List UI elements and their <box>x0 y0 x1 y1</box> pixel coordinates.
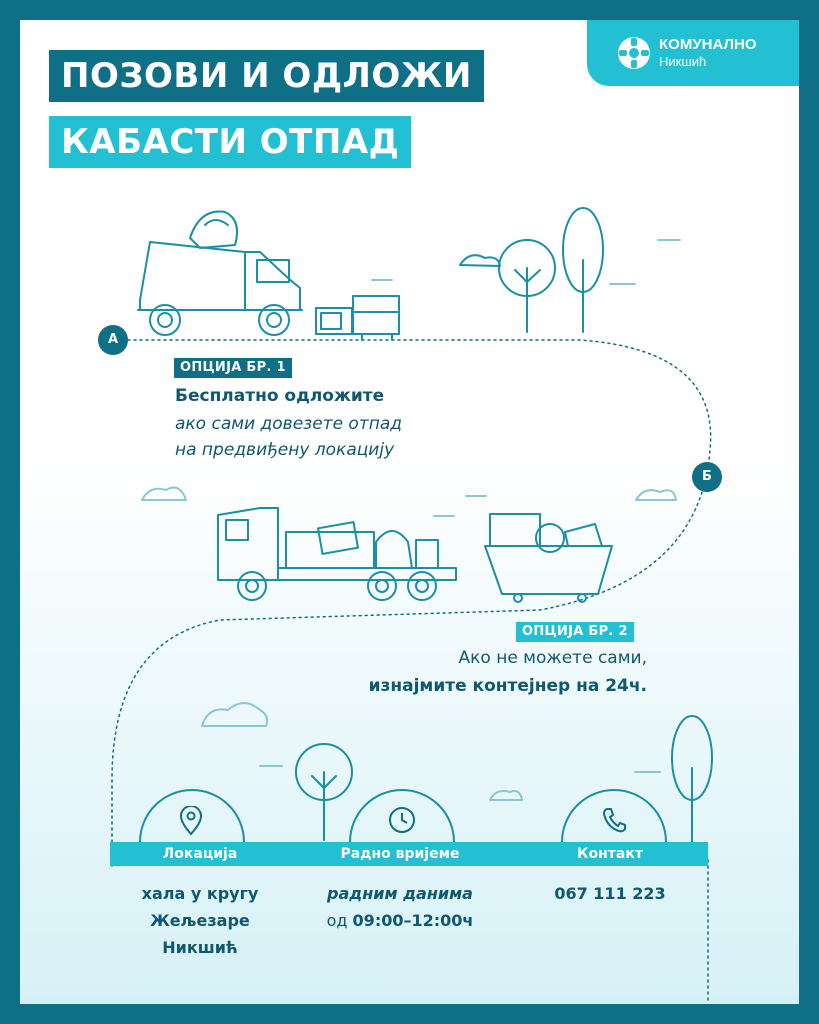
clock-icon <box>388 806 416 834</box>
phone-icon <box>601 806 627 834</box>
contact-label: Контакт <box>577 846 643 862</box>
option1-line3: на предвиђену локацију <box>175 440 395 460</box>
trees-top-illustration <box>460 208 603 332</box>
location-label: Локација <box>162 846 238 862</box>
container-illustration <box>485 514 612 602</box>
hours-time: 09:00–12:00ч <box>352 911 474 930</box>
logo-name: КОМУНАЛНО <box>659 36 757 53</box>
route-marker-b: Б <box>692 462 722 492</box>
trees-bottom-illustration <box>296 716 712 842</box>
location-line1: хала у кругу <box>141 884 259 903</box>
option1-line1: Бесплатно одложите <box>175 386 385 406</box>
location-line2: Жељезаре <box>150 911 250 930</box>
logo-city: Никшић <box>659 54 707 69</box>
logo-icon <box>617 36 651 70</box>
microwave-cabinet-illustration <box>316 296 399 340</box>
option2-line1: Ако не можете сами, <box>458 648 647 668</box>
title-line-2: КАБАСТИ ОТПАД <box>49 116 411 168</box>
clouds-illustration <box>142 240 680 800</box>
hours-line1: радним данима <box>327 884 473 903</box>
title-line-1: ПОЗОВИ И ОДЛОЖИ <box>49 50 484 102</box>
option2-badge: ОПЦИЈА БР. 2 <box>516 622 634 642</box>
hours-label: Радно вријеме <box>340 846 460 862</box>
hours-text <box>295 880 505 934</box>
location-line3: Никшић <box>162 938 238 957</box>
option2-line2: изнајмите контејнер на 24ч. <box>368 676 647 696</box>
logo <box>587 20 799 86</box>
route-marker-a: А <box>98 325 128 355</box>
hours-line2 <box>295 907 505 934</box>
flatbed-truck-illustration <box>218 508 456 600</box>
contact-phone[interactable]: 067 111 223 <box>554 884 666 903</box>
location-text <box>105 880 295 961</box>
option1-line2: ако сами довезете отпад <box>175 414 403 434</box>
poster-panel <box>20 20 799 1004</box>
hours-prefix: од <box>326 911 353 930</box>
garbage-truck-illustration <box>138 212 302 335</box>
option1-badge: ОПЦИЈА БР. 1 <box>174 358 292 378</box>
location-pin-icon <box>178 806 204 836</box>
